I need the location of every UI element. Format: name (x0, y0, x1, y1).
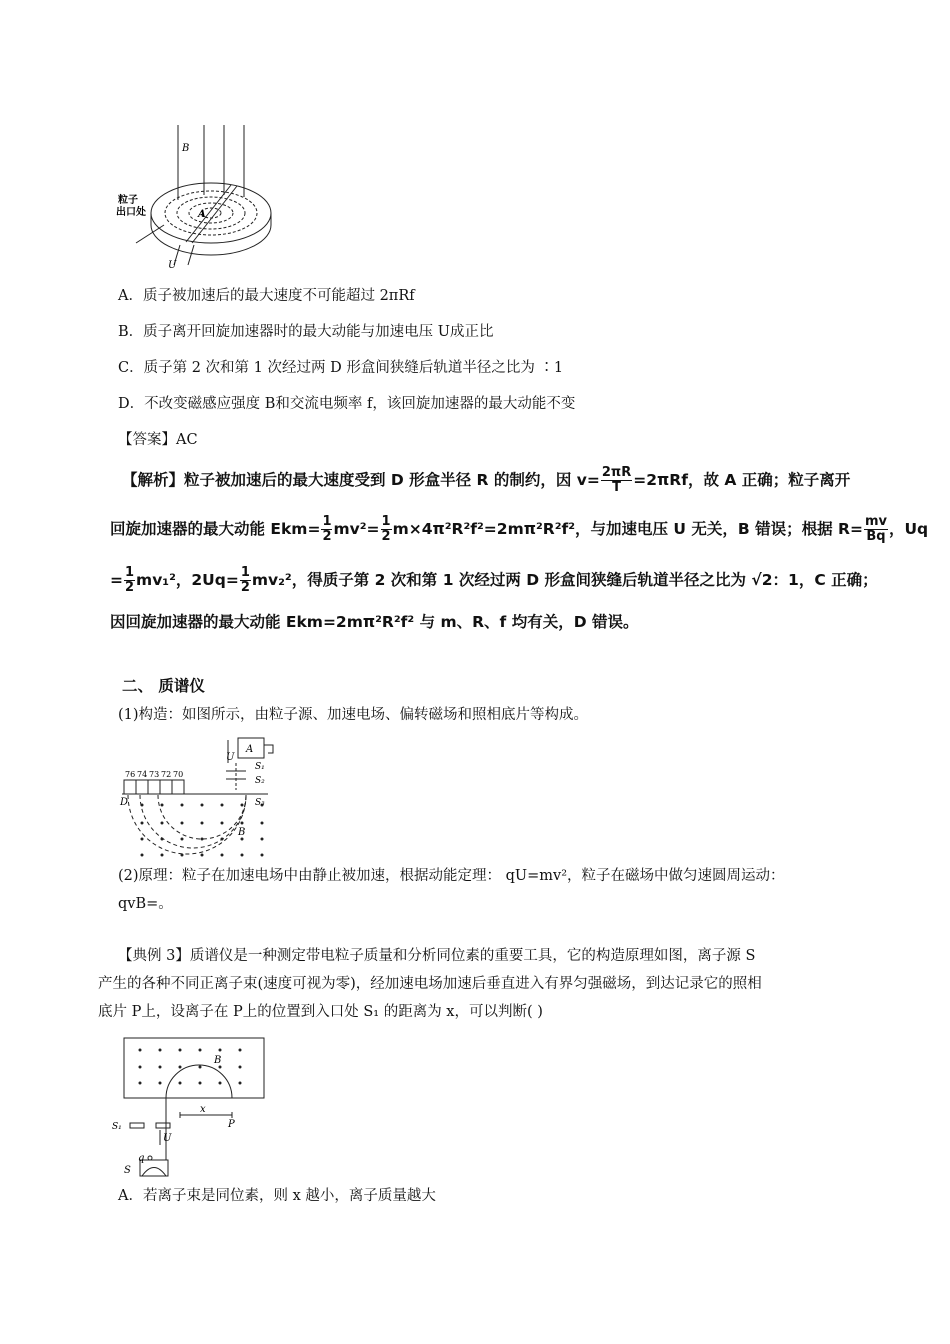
fig3-label-S1: S₁ (112, 1122, 122, 1132)
fig2-tick-76: 76 (125, 770, 136, 779)
fig2-tick-70: 70 (173, 770, 184, 779)
fig2-tick-74: 74 (137, 770, 148, 779)
fig2-label-A: A (246, 744, 254, 755)
section-heading: 二、 质谱仪 (122, 677, 205, 695)
example3-line-3: 底片 P上，设离子在 P上的位置到入口处 S₁ 的距离为 x，可以判断( ) (98, 1004, 543, 1020)
analysis-line-1: 【解析】粒子被加速后的最大速度受到 D 形盒半径 R 的制约，因 v= $\frac{2\pi R}{T}$ =2πRf，故 A 正确；粒子离开 (122, 465, 851, 495)
example3-line-1: 【典例 3】质谱仪是一种测定带电粒子质量和分析同位素的重要工具，它的构造原理如图，离子源 S (118, 948, 756, 964)
fig3-label-B: B (214, 1055, 222, 1066)
fraction-mv-Bq: $\frac{mv}{Bq}$ (864, 514, 887, 544)
fig2-tick-72: 72 (161, 770, 172, 779)
fig1-label-A: A (198, 209, 206, 220)
fig3-label-U: U (163, 1133, 172, 1144)
prev-option-a: A．质子被加速后的最大速度不可能超过 2πRf (118, 288, 415, 304)
analysis-line-4: 因回旋加速器的最大动能 Ekm=2mπ²R²f² 与 m、R、f 均有关，D 错误。 (110, 613, 639, 631)
example3-figure (110, 1035, 270, 1180)
fig2-label-S3: S₃ (255, 798, 265, 808)
fig2-label-S1: S₁ (255, 762, 265, 772)
fig1-exit-label-1: 粒子 (118, 195, 138, 206)
principle-line-1: (2)原理：粒子在加速电场中由静止被加速，根据动能定理： qU=mv²，粒子在磁场中做匀速圆周运动： (118, 868, 785, 884)
fig2-label-S2: S₂ (255, 776, 265, 786)
fraction-half: $\frac{1}{2}$ (125, 565, 135, 595)
fig2-label-D: D (120, 797, 129, 808)
principle-line-2: qvB=。 (118, 896, 173, 912)
fraction-half: $\frac{1}{2}$ (381, 514, 391, 544)
fig2-label-B: B (238, 827, 246, 838)
fig1-label-B: B (182, 143, 190, 154)
fig3-label-q: q (138, 1153, 145, 1164)
prev-option-c: C．质子第 2 次和第 1 次经过两 D 形盒间狭缝后轨道半径之比为 ∶1 (118, 360, 564, 376)
fig2-label-U: U (226, 752, 235, 763)
prev-option-b: B．质子离开回旋加速器时的最大动能与加速电压 U成正比 (118, 324, 494, 340)
fig2-tick-73: 73 (149, 770, 160, 779)
fraction-half: $\frac{1}{2}$ (322, 514, 332, 544)
example3-line-2: 产生的各种不同正离子束(速度可视为零)，经加速电场加速后垂直进入有界匀强磁场，到达记录它的照相 (98, 976, 762, 992)
mass-spectrometer-figure (118, 735, 288, 865)
fraction-2piR-T: $\frac{2\pi R}{T}$ (601, 465, 632, 495)
cyclotron-figure (116, 125, 276, 275)
prev-option-d: D．不改变磁感应强度 B和交流电频率 f，该回旋加速器的最大动能不变 (118, 396, 576, 412)
fig3-label-S: S (124, 1165, 131, 1176)
prev-answer: 【答案】AC (118, 432, 198, 448)
fig1-exit-label-2: 出口处 (116, 207, 146, 218)
fig3-label-P: P (228, 1119, 235, 1130)
construct-text: (1)构造：如图所示，由粒子源、加速电场、偏转磁场和照相底片等构成。 (118, 707, 589, 723)
fig1-label-U: U (168, 260, 177, 271)
fraction-half: $\frac{1}{2}$ (240, 565, 250, 595)
example3-option-a: A．若离子束是同位素，则 x 越小，离子质量越大 (118, 1188, 436, 1204)
analysis-line-2: 回旋加速器的最大动能 Ekm= $\frac{1}{2}$ mv²= $\frac{1}{2}$ m×4π²R²f²=2mπ²R²f²，与加速电压 U 无关，B 错误；根据 R= $\frac{mv}{Bq}$ ，Uq (110, 514, 929, 544)
fig3-label-x: x (200, 1104, 206, 1115)
analysis-line-3: = $\frac{1}{2}$ mv₁²，2Uq= $\frac{1}{2}$ mv₂²，得质子第 2 次和第 1 次经过两 D 形盒间狭缝后轨道半径之比为 √2：1，C 正确； (110, 565, 878, 595)
